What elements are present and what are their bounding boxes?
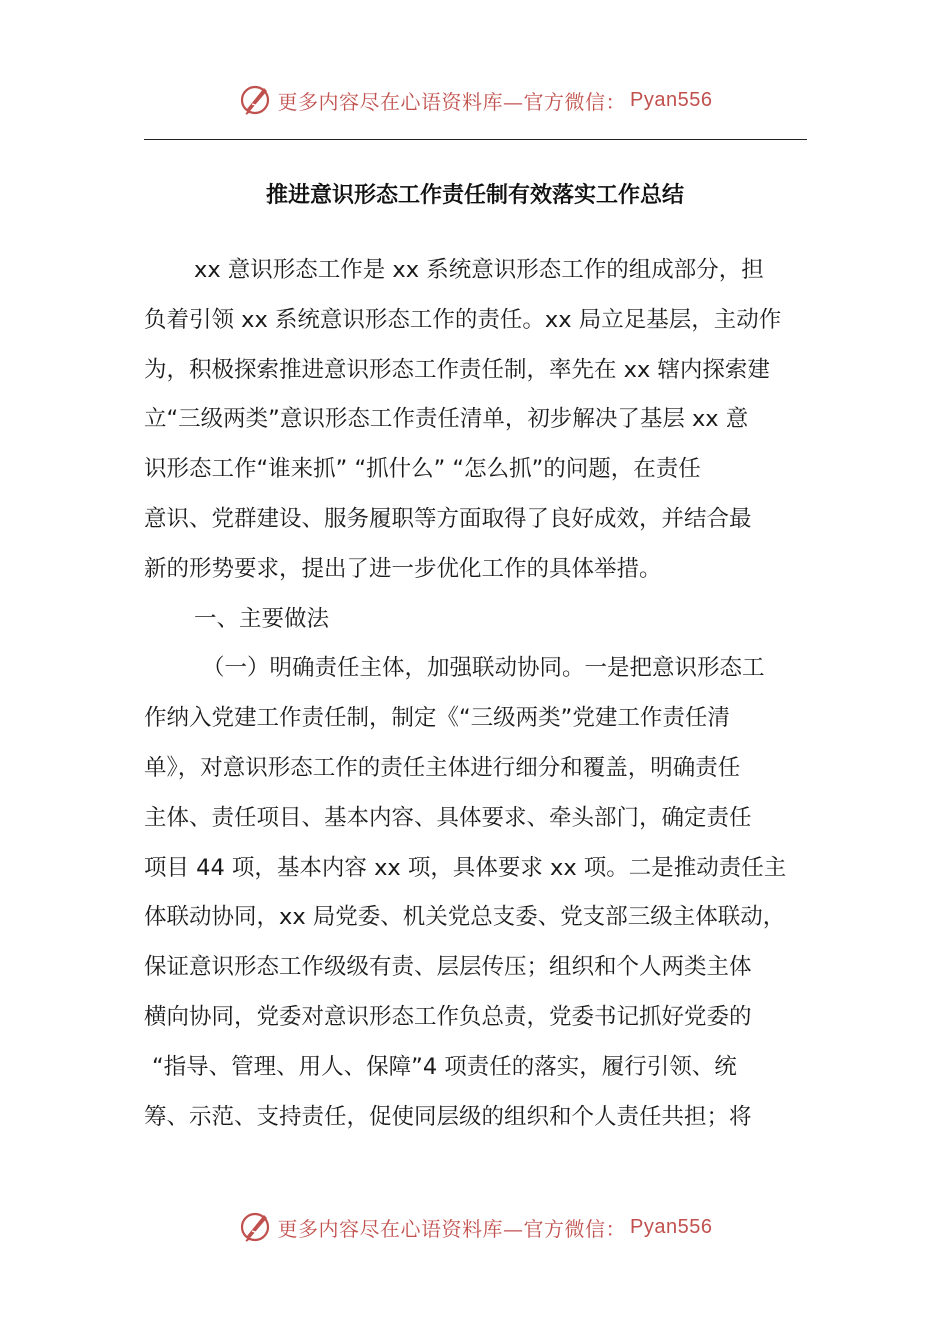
text-line: 意识、党群建设、服务履职等方面取得了良好成效，并结合最 (144, 505, 752, 532)
subsection-heading: （一）明确责任主体，加强联动协同。一是把意识形态工 (202, 655, 765, 682)
footer-banner (0, 1209, 950, 1245)
text-line: 筹、示范、支持责任，促使同层级的组织和个人责任共担；将 (144, 1103, 752, 1130)
text-line: 为，积极探索推进意识形态工作责任制，率先在 xx 辖内探索建 (144, 356, 770, 383)
quill-logo-icon (238, 82, 274, 118)
wechat-id: Pyan556 (630, 88, 713, 111)
text-line: 项目 44 项，基本内容 xx 项，具体要求 xx 项。二是推动责任主 (144, 854, 787, 881)
header-banner (0, 82, 950, 118)
banner-text: 更多内容尽在心语资料库—官方微信： (277, 1216, 627, 1241)
banner-text: 更多内容尽在心语资料库—官方微信： (277, 89, 627, 114)
quill-logo-icon (238, 1209, 274, 1245)
section-heading: 一、主要做法 (194, 605, 330, 632)
wechat-id: Pyan556 (630, 1215, 713, 1238)
document-body (144, 246, 786, 1142)
text-line: 横向协同，党委对意识形态工作负总责，党委书记抓好党委的 (144, 1003, 752, 1030)
text-line: xx 意识形态工作是 xx 系统意识形态工作的组成部分，担 (194, 257, 764, 283)
text-line: 作纳入党建工作责任制，制定《“三级两类”党建工作责任清 (144, 705, 730, 732)
header-divider (144, 139, 807, 140)
text-line: 新的形势要求，提出了进一步优化工作的具体举措。 (144, 555, 662, 582)
text-line: 体联动协同，xx 局党委、机关党总支委、党支部三级主体联动， (144, 904, 786, 931)
text-line: “指导、管理、用人、保障”4 项责任的落实，履行引领、统 (152, 1053, 737, 1080)
text-line: 立“三级两类”意识形态工作责任清单，初步解决了基层 xx 意 (144, 406, 749, 433)
text-line: 单》，对意识形态工作的责任主体进行细分和覆盖，明确责任 (144, 754, 741, 781)
text-line: 负着引领 xx 系统意识形态工作的责任。xx 局立足基层，主动作 (144, 306, 782, 333)
text-line: 保证意识形态工作级级有责、层层传压；组织和个人两类主体 (144, 954, 752, 981)
text-line: 识形态工作“谁来抓” “抓什么” “怎么抓”的问题，在责任 (144, 456, 701, 483)
document-title: 推进意识形态工作责任制有效落实工作总结 (265, 183, 684, 208)
text-line: 主体、责任项目、基本内容、具体要求、牵头部门，确定责任 (144, 804, 752, 831)
